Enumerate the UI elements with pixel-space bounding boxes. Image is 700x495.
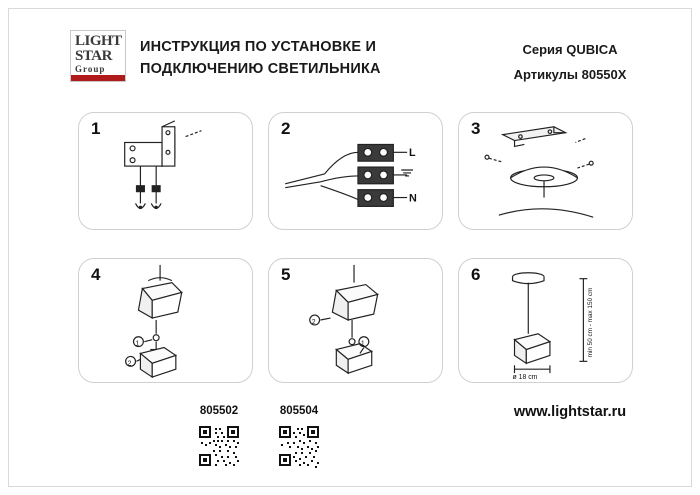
logo-line-2: STAR: [75, 48, 112, 64]
step-box-3: [458, 112, 633, 230]
logo-line-3: Group: [75, 64, 106, 74]
terminal-label-l: L: [409, 147, 416, 160]
step-6-illustration: [459, 259, 632, 382]
page-title-line-2: ПОДКЛЮЧЕНИЮ СВЕТИЛЬНИКА: [140, 61, 381, 78]
step-5-illustration: [269, 259, 442, 382]
step-number-3: 3: [471, 119, 481, 138]
step-3-illustration: [459, 113, 632, 229]
step-number-1: 1: [91, 119, 101, 138]
product-code-right: 805504: [279, 405, 319, 417]
callout-1-label: 1: [360, 340, 365, 348]
terminal-label-n: N: [409, 192, 417, 205]
step-number-5: 5: [281, 265, 291, 284]
step-box-4: [78, 258, 253, 383]
page-title: [140, 36, 440, 81]
step-number-4: 4: [91, 265, 101, 284]
step-2-illustration: [269, 113, 442, 229]
product-series-block: [455, 38, 685, 87]
step-box-6: [458, 258, 633, 383]
callout-2-label: 2: [311, 318, 316, 326]
logo-accent-bar: [71, 75, 125, 81]
callout-1-label: 1: [135, 340, 140, 348]
series-label: Серия QUBICA: [522, 42, 618, 57]
step-4-illustration: [79, 259, 252, 382]
lightstar-logo: [70, 30, 126, 82]
step-box-1: [78, 112, 253, 230]
article-label: Артикулы 80550X: [513, 66, 627, 82]
step-box-5: [268, 258, 443, 383]
callout-2-label: 2: [127, 360, 132, 368]
website-url[interactable]: www.lightstar.ru: [513, 404, 627, 420]
page-title-line-1: ИНСТРУКЦИЯ ПО УСТАНОВКЕ И: [140, 39, 377, 55]
logo-line-1: LIGHT: [75, 33, 122, 49]
step-number-6: 6: [471, 265, 481, 284]
step-number-2: 2: [281, 119, 291, 138]
qr-code-left[interactable]: [197, 424, 241, 468]
step-1-illustration: [79, 113, 252, 229]
qr-code-right[interactable]: [277, 424, 321, 468]
diameter-label: ø 18 cm: [512, 374, 538, 382]
height-label: min 50 cm - max 150 cm: [587, 287, 595, 358]
product-code-left: 805502: [199, 405, 239, 417]
step-box-2: [268, 112, 443, 230]
